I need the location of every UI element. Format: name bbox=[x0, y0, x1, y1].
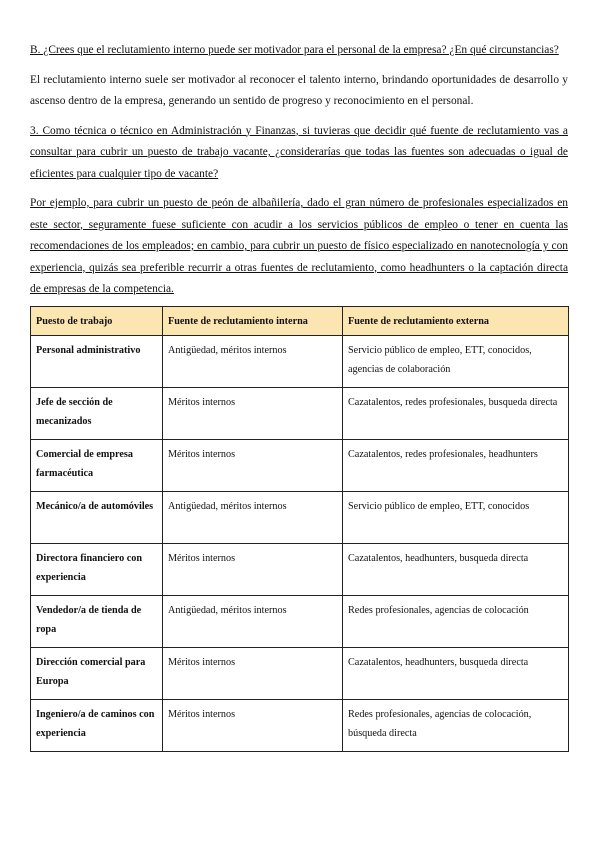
internal-source-cell: Antigüedad, méritos internos bbox=[163, 491, 343, 543]
internal-source-cell: Méritos internos bbox=[163, 647, 343, 699]
table-row bbox=[31, 647, 569, 699]
external-source-cell: Redes profesionales, agencias de colocación bbox=[343, 595, 569, 647]
job-cell: Comercial de empresa farmacéutica bbox=[31, 439, 163, 491]
internal-source-cell: Méritos internos bbox=[163, 387, 343, 439]
external-source-cell: Cazatalentos, redes profesionales, busqueda directa bbox=[343, 387, 569, 439]
header-external-source: Fuente de reclutamiento externa bbox=[343, 306, 569, 335]
recruitment-table bbox=[30, 306, 569, 752]
job-cell: Vendedor/a de tienda de ropa bbox=[31, 595, 163, 647]
external-source-cell: Cazatalentos, redes profesionales, headhunters bbox=[343, 439, 569, 491]
answer-3: Por ejemplo, para cubrir un puesto de peón de albañilería, dado el gran número de profesionales especializados en este sector, seguramente fuese suficiente con acudir a los servicios públicos de empleo o tener en cuenta las recomendaciones de los empleados; en cambio, para cubrir un puesto de físico especializado en nanotecnología y con experiencia, quizás sea preferible recurrir a otras fuentes de reclutamiento, como headhunters o la captación directa de empresas de la competencia. bbox=[30, 197, 568, 295]
job-cell: Jefe de sección de mecanizados bbox=[31, 387, 163, 439]
table-row bbox=[31, 335, 569, 387]
internal-source-cell: Méritos internos bbox=[163, 699, 343, 751]
job-cell: Mecánico/a de automóviles bbox=[31, 491, 163, 543]
internal-source-cell: Antigüedad, méritos internos bbox=[163, 335, 343, 387]
external-source-cell: Cazatalentos, headhunters, busqueda directa bbox=[343, 543, 569, 595]
external-source-cell: Redes profesionales, agencias de colocación, búsqueda directa bbox=[343, 699, 569, 751]
question-3: 3. Como técnica o técnico en Administración y Finanzas, si tuvieras que decidir qué fuente de reclutamiento vas a consultar para cubrir un puesto de trabajo vacante, ¿considerarías que todas las fuentes son adecuadas o igual de eficientes para cualquier tipo de vacante? bbox=[30, 124, 568, 180]
document-page bbox=[30, 40, 568, 752]
table-header-row bbox=[31, 306, 569, 335]
answer-b: El reclutamiento interno suele ser motivador al reconocer el talento interno, brindando oportunidades de desarrollo y ascenso dentro de la empresa, generando un sentido de progreso y reconocimiento en el personal. bbox=[30, 73, 568, 107]
job-cell: Dirección comercial para Europa bbox=[31, 647, 163, 699]
table-row bbox=[31, 439, 569, 491]
header-internal-source: Fuente de reclutamiento interna bbox=[163, 306, 343, 335]
header-job: Puesto de trabajo bbox=[31, 306, 163, 335]
internal-source-cell: Méritos internos bbox=[163, 439, 343, 491]
table-row bbox=[31, 595, 569, 647]
internal-source-cell: Antigüedad, méritos internos bbox=[163, 595, 343, 647]
internal-source-cell: Méritos internos bbox=[163, 543, 343, 595]
external-source-cell: Servicio público de empleo, ETT, conocidos, agencias de colaboración bbox=[343, 335, 569, 387]
table-row bbox=[31, 387, 569, 439]
external-source-cell: Servicio público de empleo, ETT, conocidos bbox=[343, 491, 569, 543]
job-cell: Ingeniero/a de caminos con experiencia bbox=[31, 699, 163, 751]
job-cell: Directora financiero con experiencia bbox=[31, 543, 163, 595]
job-cell: Personal administrativo bbox=[31, 335, 163, 387]
question-b: B. ¿Crees que el reclutamiento interno puede ser motivador para el personal de la empresa? ¿En qué circunstancias? bbox=[30, 44, 559, 56]
table-row bbox=[31, 699, 569, 751]
table-row bbox=[31, 543, 569, 595]
external-source-cell: Cazatalentos, headhunters, busqueda directa bbox=[343, 647, 569, 699]
table-row bbox=[31, 491, 569, 543]
